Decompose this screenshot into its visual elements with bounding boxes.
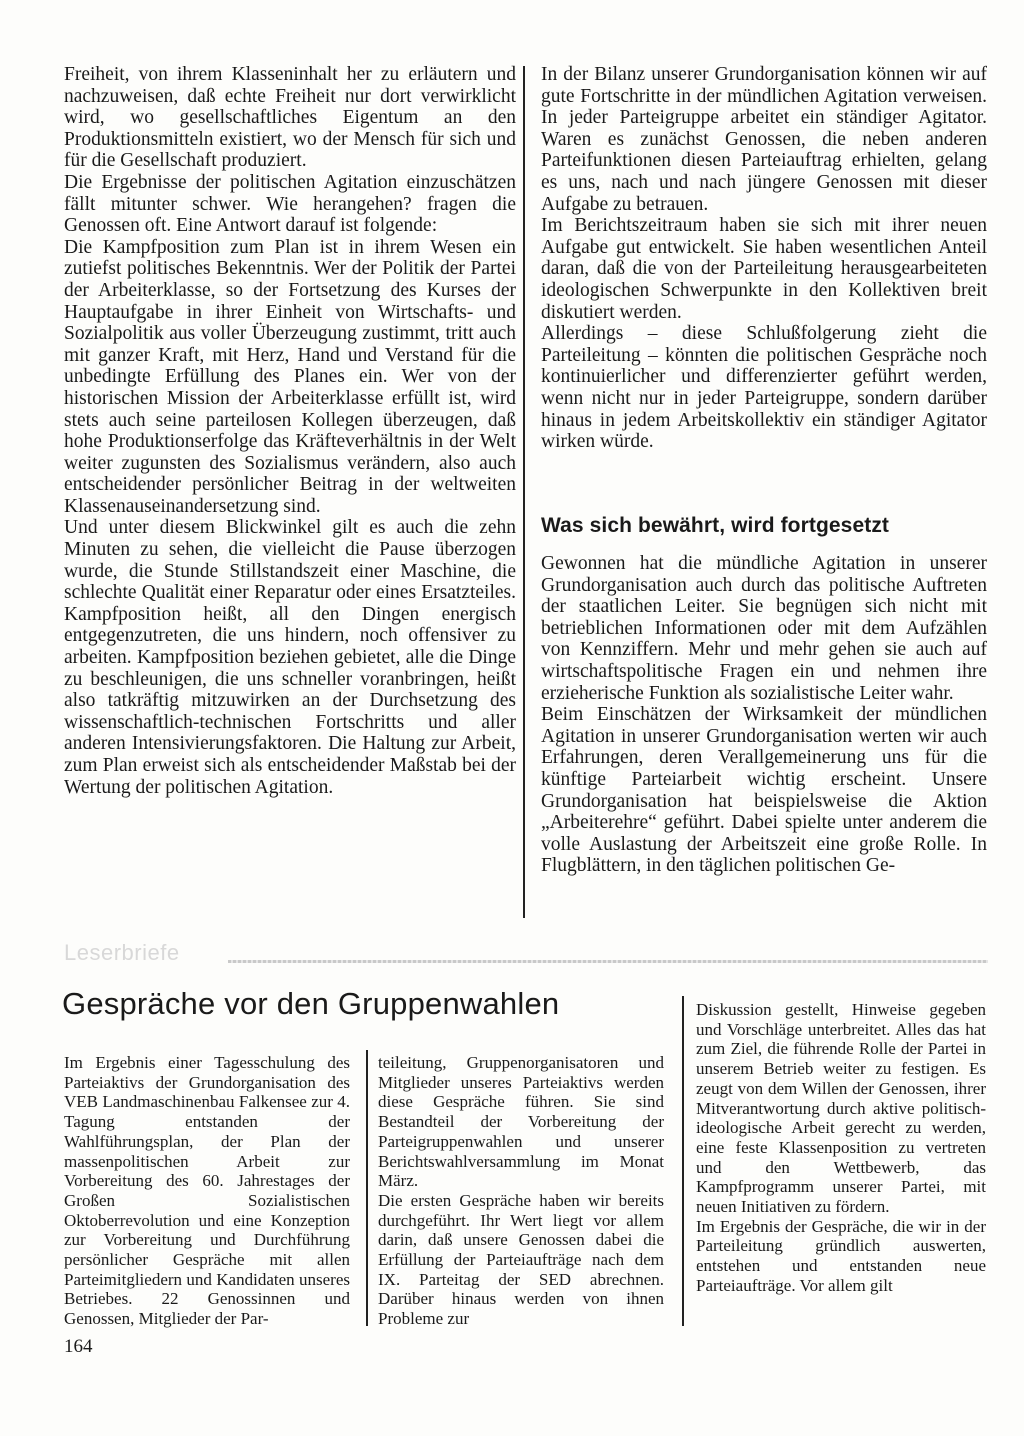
article-column-2 xyxy=(378,1053,664,1329)
paragraph: Die ersten Gespräche haben wir bereits durchgeführt. Ihr Wert liegt vor allem darin, daß unsere Genossen dabei die Erfüllung der Parteiaufträge nach dem IX. Parteitag der SED abrechnen. Darüber hinaus werden von ihnen Probleme zur xyxy=(378,1190,664,1329)
paragraph: Und unter diesem Blickwinkel gilt es auch die zehn Minuten zu sehen, die vielleicht die Pause überzogen wurde, die Stunde Stillstandszeit einer Maschine, die schlechte Qualität einer Reparatur oder eines Ersatzteiles. Kampfposition heißt, all den Dingen energisch entgegenzutreten, die uns hindern, noch offensiver zu arbeiten. Kampfposition beziehen gebietet, alle die Dinge zu beschleunigen, die uns schneller voranbringen, heißt also tatkräftig mitzuwirken an der Durchsetzung des wissenschaftlich-technischen Fortschritts und aller anderen Intensivierungsfaktoren. Die Haltung zur Arbeit, zum Plan erweist sich als entscheidender Maßstab bei der Wertung der politischen Agitation. xyxy=(64,517,516,798)
paragraph: Beim Einschätzen der Wirksamkeit der mündlichen Agitation in unserer Grundorganisation werten wir auch Erfahrungen, deren Verallgemeinerung uns für die künftige Parteiarbeit wichtig erscheint. Unsere Grundorganisation hat beispielsweise die Aktion „Arbeiterehre“ geführt. Dabei spielte unter anderem die volle Auslastung der Arbeitszeit eine große Rolle. In Flugblättern, in den täglichen politischen Ge- xyxy=(541,704,987,877)
paragraph: Allerdings – diese Schlußfolgerung zieht die Parteileitung – könnten die politischen Gespräche noch kontinuierlicher und differenzierter geführt werden, wenn nicht nur in jeder Parteigruppe, sondern darüber hinaus in jedem Arbeitskollektiv ein ständiger Agitator wirken würde. xyxy=(541,323,987,453)
paragraph: In der Bilanz unserer Grundorganisation können wir auf gute Fortschritte in der mündlichen Agitation verweisen. In jeder Parteigruppe arbeitet ein ständiger Agitator. Waren es zunächst Genossen, die neben anderen Parteifunktionen diesen Parteiauftrag erhielten, gelang es uns, nach und nach jüngere Genossen mit dieser Aufgabe zu betrauen. xyxy=(541,64,987,215)
paragraph: Im Ergebnis der Gespräche, die wir in der Parteileitung gründlich auswerten, entstehen und entstanden neue Parteiaufträge. Vor allem gilt xyxy=(696,1216,986,1295)
paragraph: teileitung, Gruppenorganisatoren und Mitglieder unseres Parteiaktivs werden diese Gespräche führen. Sie sind Bestandteil der Vorbereitung der Parteigruppenwahlen und unserer Berichtswahlversammlung im Monat März. xyxy=(378,1053,664,1191)
upper-left-column xyxy=(64,64,516,798)
article-title: Gespräche vor den Gruppenwahlen xyxy=(62,986,560,1021)
upper-right-column xyxy=(541,64,987,453)
paragraph: Freiheit, von ihrem Klasseninhalt her zu erläutern und nachzuweisen, daß echte Freiheit nur dort verwirklicht wird, wo gesellschaftliches Eigentum an den Produktionsmitteln existiert, wo der Mensch für sich und für die Gesellschaft produziert. xyxy=(64,64,516,172)
paragraph: Diskussion gestellt, Hinweise gegeben und Vorschläge unterbreitet. Alles das hat zum Ziel, die führende Rolle der Partei in unserem Betrieb weiter zu festigen. Es zeugt von dem Willen der Genossen, ihrer Mitverantwortung durch aktive politisch-ideologische Arbeit gerecht zu werden, eine feste Klassenposition zu vertreten und den Wettbewerb, das Kampfprogramm unserer Partei, mit neuen Initiativen zu fördern. xyxy=(696,1000,986,1217)
column-divider xyxy=(682,996,684,1326)
column-divider xyxy=(523,66,525,918)
column-divider xyxy=(366,1050,368,1326)
paragraph: Gewonnen hat die mündliche Agitation in unserer Grundorganisation auch durch das politische Auftreten der staatlichen Leiter. Sie begnügen sich nicht mit betrieblichen Informationen oder mit dem Aufzählen von Kennziffern. Mehr und mehr gehen sie auch auf wirtschaftspolitische Fragen ein und nehmen ihre erzieherische Funktion als sozialistische Leiter wahr. xyxy=(541,553,987,704)
subheading: Was sich bewährt, wird fortgesetzt xyxy=(541,514,890,537)
section-rule xyxy=(228,960,988,963)
article-column-1 xyxy=(64,1053,350,1329)
paragraph: Die Ergebnisse der politischen Agitation einzuschätzen fällt mitunter schwer. Wie herangehen? fragen die Genossen oft. Eine Antwort darauf ist folgende: xyxy=(64,171,516,237)
paragraph: Im Ergebnis einer Tagesschulung des Parteiaktivs der Grundorganisation des VEB Landmaschinenbau Falkensee zur 4. Tagung entstanden der Wahlführungsplan, der Plan der massenpolitischen Arbeit zur Vorbereitung des 60. Jahrestages der Großen Sozialistischen Oktoberrevolution und eine Konzeption zur Vorbereitung und Durchführung persönlicher Gespräche mit allen Parteimitgliedern und Kandidaten unseres Betriebes. 22 Genossinnen und Genossen, Mitglieder der Par- xyxy=(64,1053,350,1329)
upper-right-column-continued xyxy=(541,553,987,877)
article-column-3 xyxy=(696,1000,986,1296)
page-number: 164 xyxy=(64,1336,93,1357)
section-label: Leserbriefe xyxy=(64,940,180,965)
paragraph: Die Kampfposition zum Plan ist in ihrem Wesen ein zutiefst politisches Bekenntnis. Wer der Politik der Partei der Arbeiterklasse, so der Fortsetzung des Kurses der Hauptaufgabe in ihrer Einheit von Wirtschafts- und Sozialpolitik aus voller Überzeugung zustimmt, tritt auch mit ganzer Kraft, mit Herz, Hand und Verstand für die unbedingte Erfüllung des Planes ein. Wer von der historischen Mission der Arbeiterklasse erfüllt ist, wird stets auch seine parteilosen Kollegen überzeugen, daß hohe Produktionserfolge das Kräfteverhältnis in der Welt weiter zugunsten des Sozialismus verändern, also auch entscheidender persönlicher Beitrag in der weltweiten Klassenauseinandersetzung sind. xyxy=(64,236,516,517)
paragraph: Im Berichtszeitraum haben sie sich mit ihrer neuen Aufgabe gut entwickelt. Sie haben wesentlichen Anteil daran, daß die von der Parteileitung herausgearbeiteten ideologischen Schwerpunkte in den Kollektiven breit diskutiert werden. xyxy=(541,215,987,323)
